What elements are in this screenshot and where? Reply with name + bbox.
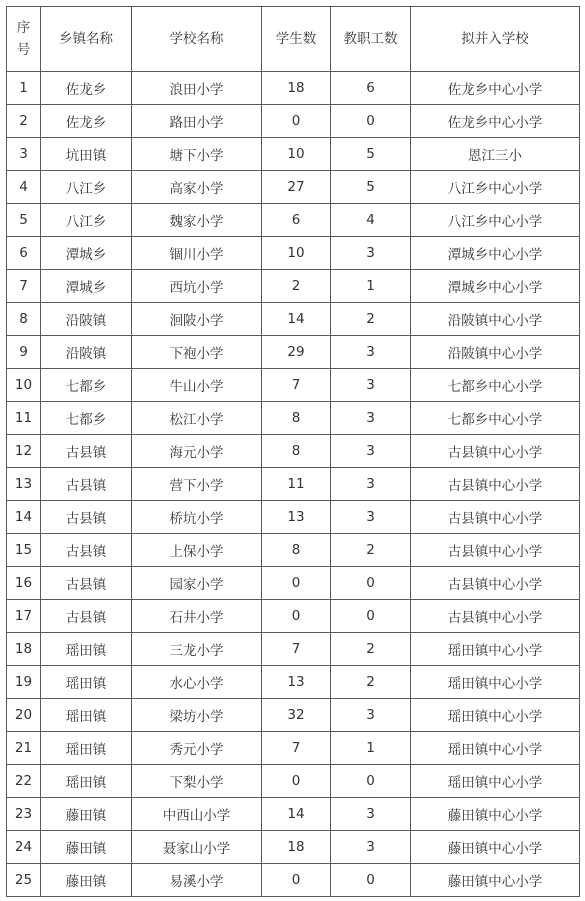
cell-target: 古县镇中心小学 [411, 600, 580, 633]
cell-staff: 2 [331, 534, 411, 567]
cell-target: 潭城乡中心小学 [411, 237, 580, 270]
table-body [7, 72, 580, 897]
cell-target: 七都乡中心小学 [411, 402, 580, 435]
cell-students: 0 [262, 600, 331, 633]
cell-seq: 10 [7, 369, 41, 402]
table-row [7, 666, 580, 699]
header-target: 拟并入学校 [411, 7, 580, 72]
cell-staff: 4 [331, 204, 411, 237]
cell-students: 11 [262, 468, 331, 501]
cell-students: 13 [262, 501, 331, 534]
table-row [7, 798, 580, 831]
cell-seq: 16 [7, 567, 41, 600]
table-row [7, 600, 580, 633]
cell-town: 瑶田镇 [41, 699, 132, 732]
cell-staff: 3 [331, 402, 411, 435]
cell-school: 聂家山小学 [132, 831, 262, 864]
cell-target: 古县镇中心小学 [411, 435, 580, 468]
table-row [7, 105, 580, 138]
cell-school: 上保小学 [132, 534, 262, 567]
cell-town: 瑶田镇 [41, 765, 132, 798]
cell-target: 藤田镇中心小学 [411, 798, 580, 831]
cell-town: 古县镇 [41, 435, 132, 468]
cell-students: 29 [262, 336, 331, 369]
cell-school: 海元小学 [132, 435, 262, 468]
cell-target: 八江乡中心小学 [411, 204, 580, 237]
cell-target: 古县镇中心小学 [411, 534, 580, 567]
cell-students: 7 [262, 732, 331, 765]
cell-students: 14 [262, 303, 331, 336]
cell-seq: 4 [7, 171, 41, 204]
cell-seq: 9 [7, 336, 41, 369]
cell-target: 藤田镇中心小学 [411, 831, 580, 864]
cell-town: 古县镇 [41, 600, 132, 633]
cell-staff: 3 [331, 831, 411, 864]
header-seq: 序号 [7, 7, 41, 72]
cell-target: 古县镇中心小学 [411, 501, 580, 534]
cell-school: 营下小学 [132, 468, 262, 501]
cell-town: 瑶田镇 [41, 633, 132, 666]
cell-school: 牛山小学 [132, 369, 262, 402]
cell-students: 32 [262, 699, 331, 732]
cell-seq: 24 [7, 831, 41, 864]
cell-town: 古县镇 [41, 501, 132, 534]
cell-school: 路田小学 [132, 105, 262, 138]
table-row [7, 138, 580, 171]
table-row [7, 303, 580, 336]
cell-school: 西坑小学 [132, 270, 262, 303]
cell-seq: 5 [7, 204, 41, 237]
header-students: 学生数 [262, 7, 331, 72]
cell-staff: 0 [331, 765, 411, 798]
cell-school: 松江小学 [132, 402, 262, 435]
cell-town: 坑田镇 [41, 138, 132, 171]
cell-school: 园家小学 [132, 567, 262, 600]
cell-town: 沿陂镇 [41, 336, 132, 369]
cell-seq: 13 [7, 468, 41, 501]
cell-town: 七都乡 [41, 402, 132, 435]
table-row [7, 336, 580, 369]
cell-staff: 0 [331, 567, 411, 600]
cell-school: 高家小学 [132, 171, 262, 204]
cell-town: 潭城乡 [41, 270, 132, 303]
cell-town: 古县镇 [41, 567, 132, 600]
table-row [7, 270, 580, 303]
cell-town: 古县镇 [41, 468, 132, 501]
cell-seq: 3 [7, 138, 41, 171]
cell-target: 恩江三小 [411, 138, 580, 171]
cell-town: 沿陂镇 [41, 303, 132, 336]
cell-staff: 3 [331, 501, 411, 534]
cell-students: 27 [262, 171, 331, 204]
cell-town: 藤田镇 [41, 831, 132, 864]
cell-town: 瑶田镇 [41, 666, 132, 699]
header-town: 乡镇名称 [41, 7, 132, 72]
cell-school: 梁坊小学 [132, 699, 262, 732]
cell-seq: 20 [7, 699, 41, 732]
cell-town: 藤田镇 [41, 864, 132, 897]
cell-seq: 2 [7, 105, 41, 138]
cell-target: 瑶田镇中心小学 [411, 765, 580, 798]
cell-school: 锢川小学 [132, 237, 262, 270]
cell-target: 沿陂镇中心小学 [411, 336, 580, 369]
cell-school: 易溪小学 [132, 864, 262, 897]
school-merger-table [6, 6, 580, 897]
cell-town: 古县镇 [41, 534, 132, 567]
cell-town: 瑶田镇 [41, 732, 132, 765]
cell-staff: 5 [331, 138, 411, 171]
cell-school: 洄陂小学 [132, 303, 262, 336]
cell-students: 0 [262, 765, 331, 798]
table-row [7, 402, 580, 435]
table-row [7, 72, 580, 105]
cell-students: 0 [262, 105, 331, 138]
table-row [7, 435, 580, 468]
cell-staff: 0 [331, 105, 411, 138]
table-row [7, 237, 580, 270]
cell-target: 瑶田镇中心小学 [411, 633, 580, 666]
cell-target: 八江乡中心小学 [411, 171, 580, 204]
cell-seq: 12 [7, 435, 41, 468]
cell-staff: 3 [331, 468, 411, 501]
table-row [7, 699, 580, 732]
table-row [7, 831, 580, 864]
table-row [7, 204, 580, 237]
cell-staff: 2 [331, 303, 411, 336]
cell-seq: 15 [7, 534, 41, 567]
cell-seq: 22 [7, 765, 41, 798]
cell-staff: 1 [331, 732, 411, 765]
cell-school: 石井小学 [132, 600, 262, 633]
cell-students: 8 [262, 402, 331, 435]
header-row [7, 7, 580, 72]
cell-staff: 3 [331, 435, 411, 468]
cell-staff: 2 [331, 633, 411, 666]
cell-staff: 3 [331, 336, 411, 369]
table-row [7, 171, 580, 204]
cell-seq: 11 [7, 402, 41, 435]
table-row [7, 501, 580, 534]
cell-students: 0 [262, 864, 331, 897]
cell-school: 魏家小学 [132, 204, 262, 237]
cell-students: 7 [262, 633, 331, 666]
cell-students: 8 [262, 435, 331, 468]
cell-town: 七都乡 [41, 369, 132, 402]
cell-staff: 6 [331, 72, 411, 105]
cell-seq: 1 [7, 72, 41, 105]
cell-target: 瑶田镇中心小学 [411, 699, 580, 732]
table-row [7, 534, 580, 567]
cell-town: 潭城乡 [41, 237, 132, 270]
cell-staff: 3 [331, 237, 411, 270]
header-staff: 教职工数 [331, 7, 411, 72]
cell-students: 18 [262, 72, 331, 105]
cell-town: 八江乡 [41, 204, 132, 237]
cell-town: 藤田镇 [41, 798, 132, 831]
cell-staff: 2 [331, 666, 411, 699]
cell-students: 10 [262, 237, 331, 270]
cell-target: 古县镇中心小学 [411, 468, 580, 501]
cell-school: 桥坑小学 [132, 501, 262, 534]
cell-seq: 14 [7, 501, 41, 534]
cell-seq: 19 [7, 666, 41, 699]
cell-town: 佐龙乡 [41, 72, 132, 105]
cell-school: 秀元小学 [132, 732, 262, 765]
cell-seq: 17 [7, 600, 41, 633]
table-row [7, 864, 580, 897]
table-row [7, 468, 580, 501]
cell-school: 中西山小学 [132, 798, 262, 831]
cell-staff: 3 [331, 798, 411, 831]
table-row [7, 732, 580, 765]
cell-target: 沿陂镇中心小学 [411, 303, 580, 336]
header-school: 学校名称 [132, 7, 262, 72]
cell-seq: 8 [7, 303, 41, 336]
table-row [7, 369, 580, 402]
cell-staff: 3 [331, 699, 411, 732]
cell-school: 水心小学 [132, 666, 262, 699]
cell-seq: 21 [7, 732, 41, 765]
cell-target: 佐龙乡中心小学 [411, 72, 580, 105]
cell-target: 瑶田镇中心小学 [411, 666, 580, 699]
cell-students: 7 [262, 369, 331, 402]
cell-students: 18 [262, 831, 331, 864]
cell-target: 古县镇中心小学 [411, 567, 580, 600]
cell-seq: 6 [7, 237, 41, 270]
cell-staff: 3 [331, 369, 411, 402]
cell-staff: 0 [331, 864, 411, 897]
cell-town: 佐龙乡 [41, 105, 132, 138]
cell-seq: 7 [7, 270, 41, 303]
cell-target: 潭城乡中心小学 [411, 270, 580, 303]
cell-target: 藤田镇中心小学 [411, 864, 580, 897]
cell-target: 瑶田镇中心小学 [411, 732, 580, 765]
cell-school: 浪田小学 [132, 72, 262, 105]
cell-target: 七都乡中心小学 [411, 369, 580, 402]
cell-students: 0 [262, 567, 331, 600]
cell-students: 13 [262, 666, 331, 699]
cell-target: 佐龙乡中心小学 [411, 105, 580, 138]
table-row [7, 633, 580, 666]
cell-seq: 18 [7, 633, 41, 666]
cell-students: 10 [262, 138, 331, 171]
table-header [7, 7, 580, 72]
cell-school: 三龙小学 [132, 633, 262, 666]
table-row [7, 765, 580, 798]
cell-school: 下梨小学 [132, 765, 262, 798]
cell-town: 八江乡 [41, 171, 132, 204]
cell-school: 下袍小学 [132, 336, 262, 369]
cell-staff: 5 [331, 171, 411, 204]
cell-staff: 0 [331, 600, 411, 633]
cell-seq: 23 [7, 798, 41, 831]
cell-seq: 25 [7, 864, 41, 897]
cell-staff: 1 [331, 270, 411, 303]
cell-students: 6 [262, 204, 331, 237]
cell-school: 塘下小学 [132, 138, 262, 171]
table-row [7, 567, 580, 600]
cell-students: 8 [262, 534, 331, 567]
cell-students: 14 [262, 798, 331, 831]
cell-students: 2 [262, 270, 331, 303]
